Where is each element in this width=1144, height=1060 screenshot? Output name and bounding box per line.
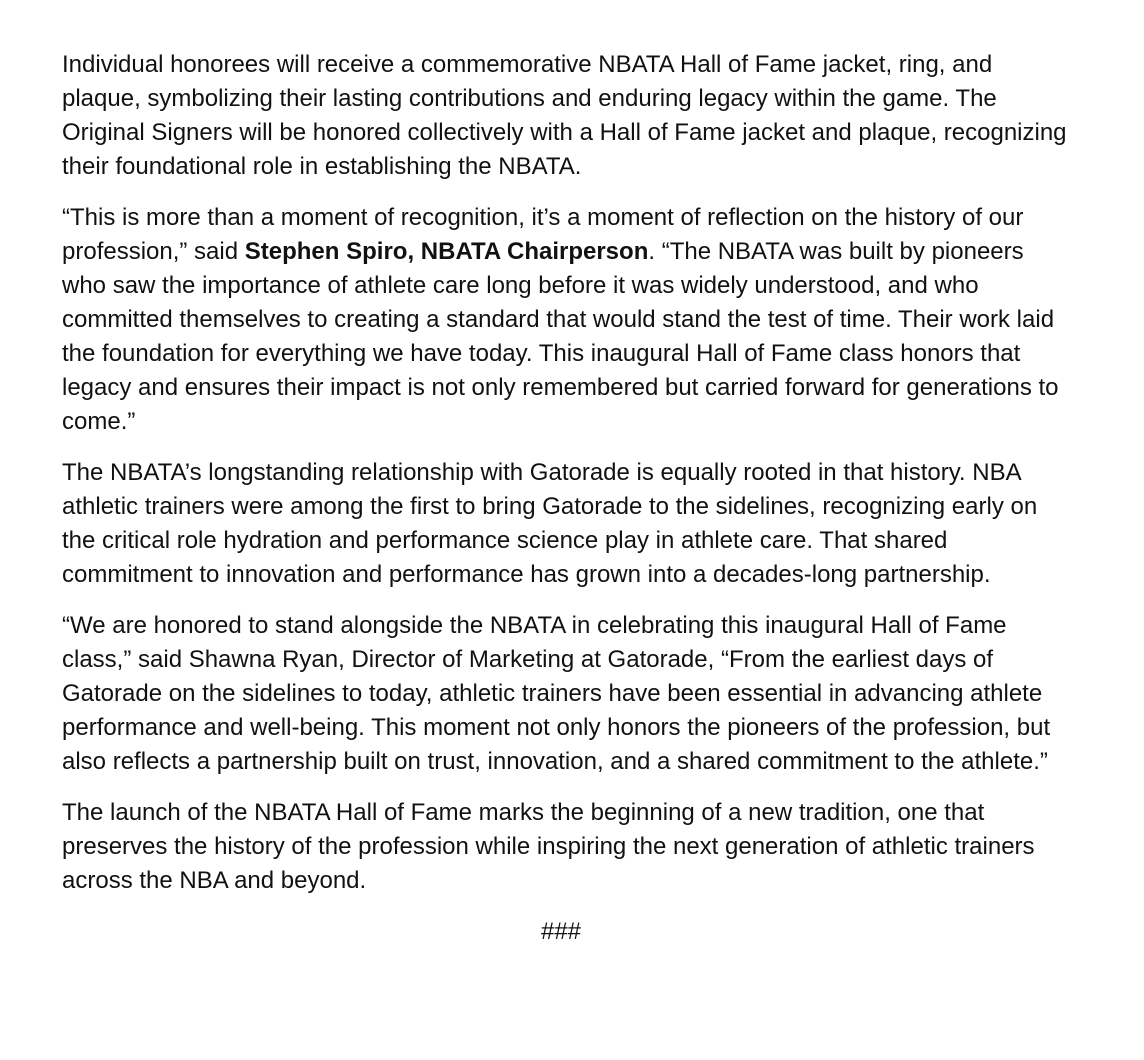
paragraph-chairperson-quote (62, 201, 1072, 439)
press-release-body (62, 48, 1072, 949)
end-of-release-mark: ### (540, 918, 582, 945)
speaker-name-bold: Stephen Spiro, NBATA Chairperson (244, 238, 649, 265)
quote-intro-text: “This is more than a moment of recognition, it’s a moment of reflection on the history of our profession,” said (62, 204, 1024, 265)
paragraph-honoree-awards: Individual honorees will receive a commemorative NBATA Hall of Fame jacket, ring, and plaque, symbolizing their lasting contributions and enduring legacy within the game. The Original Signers will be honored collectively with a Hall of Fame jacket and plaque, recognizing their foundational role in establishing the NBATA. (62, 51, 1067, 180)
paragraph-gatorade-relationship: The NBATA’s longstanding relationship with Gatorade is equally rooted in that history. NBA athletic trainers were among the first to bring Gatorade to the sidelines, recognizing early on the critical role hydration and performance science play in athlete care. That shared commitment to innovation and performance has grown into a decades-long partnership. (62, 459, 1038, 588)
paragraph-hall-of-fame-launch: The launch of the NBATA Hall of Fame marks the beginning of a new tradition, one that preserves the history of the profession while inspiring the next generation of athletic trainers across the NBA and beyond. (62, 799, 1035, 894)
quote-continuation-text: . “The NBATA was built by pioneers who saw the importance of athlete care long before it was widely understood, and who committed themselves to creating a standard that would stand the test of time. Their work laid the foundation for everything we have today. This inaugural Hall of Fame class honors that legacy and ensures their impact is not only remembered but carried forward for generations to come.” (62, 238, 1059, 435)
paragraph-gatorade-quote: “We are honored to stand alongside the NBATA in celebrating this inaugural Hall of Fame class,” said Shawna Ryan, Director of Marketing at Gatorade, “From the earliest days of Gatorade on the sidelines to today, athletic trainers have been essential in advancing athlete performance and well-being. This moment not only honors the pioneers of the profession, but also reflects a partnership built on trust, innovation, and a shared commitment to the athlete.” (62, 612, 1051, 775)
